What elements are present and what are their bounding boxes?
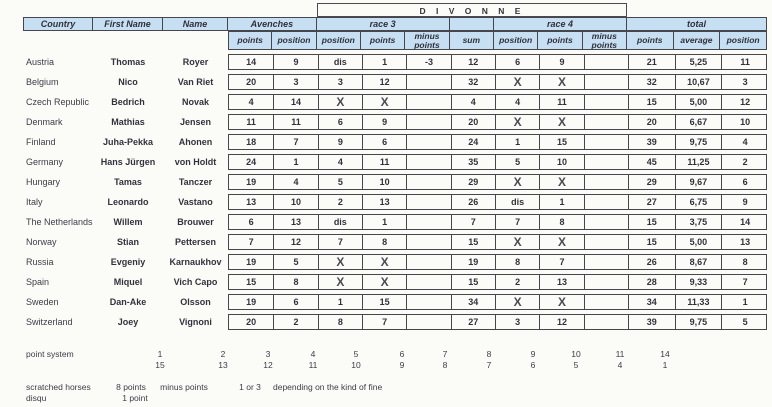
- result-cell: 1: [721, 295, 768, 309]
- result-cell: [584, 275, 628, 289]
- fine-dependency-note: depending on the kind of fine: [273, 382, 383, 392]
- result-cell: [584, 115, 628, 129]
- result-cell: [406, 315, 450, 329]
- point-system-points: 13: [218, 360, 228, 370]
- result-cell: 15: [539, 135, 583, 149]
- table-row: [228, 214, 767, 230]
- result-cell: 11: [721, 55, 768, 69]
- row-first-name: Hans Jürgen: [100, 157, 156, 167]
- result-cell: X: [539, 115, 583, 129]
- header-group-race-3: race 3: [317, 17, 450, 31]
- row-country: Austria: [26, 57, 55, 67]
- result-cell: 15: [451, 275, 495, 289]
- result-cell: 1: [539, 195, 583, 209]
- point-system-place: 4: [310, 349, 316, 359]
- result-cell: 3: [495, 315, 539, 329]
- row-country: Belgium: [26, 77, 59, 87]
- result-cell: [584, 135, 628, 149]
- point-system-points: 5: [573, 360, 579, 370]
- header-col-position: position: [494, 31, 538, 50]
- result-cell: X: [539, 175, 583, 189]
- result-cell: [406, 275, 450, 289]
- result-cell: 8,67: [675, 255, 722, 269]
- result-cell: 9: [273, 55, 317, 69]
- row-last-name: Vastano: [178, 197, 213, 207]
- result-cell: 7: [495, 215, 539, 229]
- result-cell: [584, 215, 628, 229]
- result-cell: 20: [246, 317, 257, 327]
- result-cell: 18: [246, 137, 257, 147]
- row-country: The Netherlands: [26, 217, 93, 227]
- point-system-points: 6: [530, 360, 536, 370]
- scratched-horses-label: scratched horses: [26, 382, 91, 392]
- result-cell: 4: [273, 175, 317, 189]
- result-cell: X: [362, 255, 406, 269]
- result-cell: [584, 175, 628, 189]
- result-cell: 5,00: [675, 235, 722, 249]
- point-system-place: 3: [265, 349, 271, 359]
- table-row: [228, 314, 767, 330]
- point-system-points: 7: [486, 360, 492, 370]
- result-cell: 13: [273, 215, 317, 229]
- result-cell: 34: [451, 295, 495, 309]
- result-cell: 7: [362, 315, 406, 329]
- result-cell: 20: [628, 115, 675, 129]
- row-last-name: Tanczer: [178, 177, 213, 187]
- point-system-points: 8: [442, 360, 448, 370]
- row-first-name: Juha-Pekka: [102, 137, 154, 147]
- row-first-name: Nico: [118, 77, 138, 87]
- table-row: [228, 114, 767, 130]
- result-cell: 6,67: [675, 115, 722, 129]
- result-cell: 13: [362, 195, 406, 209]
- result-cell: X: [495, 235, 539, 249]
- result-cell: 11: [539, 95, 583, 109]
- point-system-points: 12: [263, 360, 273, 370]
- result-cell: 10: [721, 115, 768, 129]
- minus-points-label: minus points: [160, 382, 208, 392]
- result-cell: 9: [721, 195, 768, 209]
- scratched-horses-value: 8 points: [116, 382, 146, 392]
- result-cell: 9,75: [675, 315, 722, 329]
- header-group-avenches: Avenches: [228, 17, 317, 31]
- header-col-minus-points: minus points: [583, 31, 627, 50]
- result-cell: [584, 55, 628, 69]
- result-cell: 32: [628, 75, 675, 89]
- result-cell: [406, 215, 450, 229]
- point-system-place: 14: [660, 349, 670, 359]
- minus-points-value: 1 or 3: [239, 382, 261, 392]
- header-group-blank-over-sum: [450, 17, 494, 31]
- row-country: Hungary: [26, 177, 61, 187]
- result-cell: 3,75: [675, 215, 722, 229]
- row-country: Italy: [26, 197, 43, 207]
- header-col-points: points: [538, 31, 582, 50]
- result-cell: 11,25: [675, 155, 722, 169]
- row-country: Czech Republic: [26, 97, 90, 107]
- result-cell: 1: [318, 295, 362, 309]
- table-row: [228, 274, 767, 290]
- result-cell: 1: [362, 215, 406, 229]
- point-system-points: 9: [399, 360, 405, 370]
- result-cell: 11: [362, 155, 406, 169]
- result-cell: X: [495, 115, 539, 129]
- result-cell: 11,33: [675, 295, 722, 309]
- table-row: [228, 194, 767, 210]
- result-cell: 11: [273, 115, 317, 129]
- result-cell: [584, 255, 628, 269]
- result-cell: 2: [318, 195, 362, 209]
- result-cell: 10: [539, 155, 583, 169]
- result-cell: [584, 75, 628, 89]
- result-cell: [406, 155, 450, 169]
- header-col-minus-points: minus points: [405, 31, 449, 50]
- result-cell: 7: [273, 135, 317, 149]
- result-cell: 6: [273, 295, 317, 309]
- result-cell: X: [539, 295, 583, 309]
- result-cell: 12: [273, 235, 317, 249]
- header-group-first-name: First Name: [93, 17, 163, 31]
- result-cell: 5: [273, 255, 317, 269]
- header-col-average: average: [674, 31, 721, 50]
- result-cell: 27: [628, 195, 675, 209]
- result-cell: 11: [246, 117, 256, 127]
- point-system-place: 11: [615, 349, 625, 359]
- result-cell: 12: [362, 75, 406, 89]
- result-cell: 10,67: [675, 75, 722, 89]
- result-cell: 4: [495, 95, 539, 109]
- row-first-name: Leonardo: [107, 197, 149, 207]
- row-last-name: Vignoni: [179, 317, 212, 327]
- result-cell: 14: [273, 95, 317, 109]
- result-cell: 7: [721, 275, 768, 289]
- result-cell: X: [539, 75, 583, 89]
- result-cell: 15: [628, 95, 675, 109]
- result-cell: 1: [273, 155, 317, 169]
- row-first-name: Miquel: [113, 277, 143, 287]
- table-row: [228, 54, 767, 70]
- result-cell: 2: [721, 155, 768, 169]
- result-cell: 12: [539, 315, 583, 329]
- result-cell: 24: [246, 157, 257, 167]
- row-first-name: Willem: [113, 217, 143, 227]
- result-cell: [406, 195, 450, 209]
- result-cell: 13: [721, 235, 768, 249]
- result-cell: [584, 155, 628, 169]
- result-cell: -3: [406, 55, 450, 69]
- row-country: Russia: [26, 257, 54, 267]
- result-cell: 1: [362, 55, 406, 69]
- result-cell: 15: [451, 235, 495, 249]
- point-system-place: 9: [530, 349, 536, 359]
- result-cell: 39: [628, 135, 675, 149]
- result-cell: 35: [451, 155, 495, 169]
- point-system-place: 8: [486, 349, 492, 359]
- result-cell: 21: [628, 55, 675, 69]
- result-cell: 6: [318, 115, 362, 129]
- table-row: [228, 134, 767, 150]
- header-group-race-4: race 4: [494, 17, 627, 31]
- result-cell: 20: [451, 115, 495, 129]
- row-country: Denmark: [26, 117, 63, 127]
- result-cell: 9,33: [675, 275, 722, 289]
- result-cell: 3: [721, 75, 768, 89]
- result-cell: X: [495, 75, 539, 89]
- result-cell: [406, 95, 450, 109]
- disqualified-value: 1 point: [122, 393, 148, 403]
- result-cell: 8: [539, 215, 583, 229]
- row-first-name: Thomas: [110, 57, 146, 67]
- result-cell: 27: [451, 315, 495, 329]
- row-country: Spain: [26, 277, 50, 287]
- result-cell: [406, 255, 450, 269]
- result-cell: 8: [318, 315, 362, 329]
- result-cell: 26: [628, 255, 675, 269]
- row-first-name: Mathias: [111, 117, 145, 127]
- result-cell: 14: [246, 57, 257, 67]
- result-cell: 19: [246, 257, 257, 267]
- result-cell: 14: [721, 215, 768, 229]
- row-last-name: Brouwer: [177, 217, 214, 227]
- table-row: [228, 294, 767, 310]
- result-cell: [406, 295, 450, 309]
- result-cell: 26: [451, 195, 495, 209]
- result-cell: 5: [495, 155, 539, 169]
- result-cell: X: [495, 175, 539, 189]
- result-cell: 15: [246, 277, 257, 287]
- result-cell: 4: [451, 95, 495, 109]
- result-cell: 2: [495, 275, 539, 289]
- result-cell: 28: [628, 275, 675, 289]
- result-cell: 6,75: [675, 195, 722, 209]
- result-cell: [406, 175, 450, 189]
- result-cell: 13: [246, 197, 257, 207]
- row-first-name: Tamas: [114, 177, 142, 187]
- result-cell: 2: [273, 315, 317, 329]
- result-cell: 39: [628, 315, 675, 329]
- header-row-groups: [23, 17, 767, 31]
- table-row: [228, 174, 767, 190]
- row-country: Finland: [26, 137, 56, 147]
- result-cell: 7: [318, 235, 362, 249]
- row-first-name: Joey: [117, 317, 139, 327]
- row-country: Germany: [26, 157, 64, 167]
- result-cell: X: [495, 295, 539, 309]
- table-row: [228, 154, 767, 170]
- result-cell: 3: [273, 75, 317, 89]
- result-cell: 8: [362, 235, 406, 249]
- point-system-place: 5: [353, 349, 359, 359]
- header-col-position: position: [720, 31, 767, 50]
- result-cell: 15: [628, 235, 675, 249]
- result-cell: [584, 315, 628, 329]
- result-cell: [406, 235, 450, 249]
- header-col-position: position: [272, 31, 316, 50]
- row-first-name: Stian: [116, 237, 139, 247]
- point-system-place: 7: [442, 349, 448, 359]
- result-cell: 4: [318, 155, 362, 169]
- result-cell: 19: [246, 177, 257, 187]
- result-cell: 5: [318, 175, 362, 189]
- result-cell: 10: [273, 195, 317, 209]
- result-cell: 4: [721, 135, 768, 149]
- row-last-name: Ahonen: [178, 137, 213, 147]
- result-cell: [406, 75, 450, 89]
- result-cell: X: [539, 235, 583, 249]
- result-cell: 10: [362, 175, 406, 189]
- header-group-total: total: [627, 17, 767, 31]
- result-cell: [406, 115, 450, 129]
- result-cell: X: [318, 95, 362, 109]
- result-cell: 13: [539, 275, 583, 289]
- result-cell: 7: [248, 237, 254, 247]
- result-cell: dis: [318, 215, 362, 229]
- row-last-name: Royer: [182, 57, 209, 67]
- result-cell: 9: [362, 115, 406, 129]
- result-cell: 6: [248, 217, 254, 227]
- divonne-group-header: D I V O N N E: [317, 3, 627, 17]
- result-cell: 9,75: [675, 135, 722, 149]
- row-country: Sweden: [26, 297, 59, 307]
- result-cell: 9,67: [675, 175, 722, 189]
- table-row: [228, 254, 767, 270]
- row-last-name: Jensen: [179, 117, 212, 127]
- result-cell: 12: [451, 55, 495, 69]
- disqualified-label: disqu: [26, 393, 47, 403]
- row-last-name: Novak: [181, 97, 209, 107]
- point-system-place: 6: [399, 349, 405, 359]
- point-system-label: point system: [26, 349, 74, 359]
- row-first-name: Evgeniy: [110, 257, 146, 267]
- result-cell: 15: [362, 295, 406, 309]
- header-col-points: points: [627, 31, 674, 50]
- table-row: [228, 234, 767, 250]
- result-cell: 9: [539, 55, 583, 69]
- table-row: [228, 94, 767, 110]
- result-cell: 29: [628, 175, 675, 189]
- result-cell: 8: [495, 255, 539, 269]
- result-cell: 32: [451, 75, 495, 89]
- result-cell: dis: [318, 55, 362, 69]
- result-cell: 7: [539, 255, 583, 269]
- header-col-position: position: [317, 31, 361, 50]
- result-cell: dis: [495, 195, 539, 209]
- result-cell: 6: [721, 175, 768, 189]
- result-cell: 34: [628, 295, 675, 309]
- point-system-place: 1: [157, 349, 163, 359]
- header-col-points: points: [361, 31, 405, 50]
- header-group-name: Name: [163, 17, 228, 31]
- result-cell: 1: [495, 135, 539, 149]
- row-last-name: Olsson: [180, 297, 211, 307]
- point-system-place: 10: [571, 349, 581, 359]
- result-cell: 5,25: [675, 55, 722, 69]
- row-last-name: Vich Capo: [173, 277, 218, 287]
- header-group-country: Country: [23, 17, 93, 31]
- point-system-points: 4: [617, 360, 623, 370]
- result-cell: 19: [246, 297, 257, 307]
- row-country: Norway: [26, 237, 57, 247]
- result-cell: [584, 95, 628, 109]
- point-system-points: 1: [662, 360, 668, 370]
- header-row-columns: [228, 31, 767, 50]
- result-cell: 19: [451, 255, 495, 269]
- result-cell: 8: [273, 275, 317, 289]
- row-country: Switzerland: [26, 317, 73, 327]
- row-last-name: von Holdt: [174, 157, 217, 167]
- result-cell: [406, 135, 450, 149]
- row-first-name: Dan-Ake: [109, 297, 147, 307]
- result-cell: 15: [628, 215, 675, 229]
- result-cell: X: [362, 275, 406, 289]
- point-system-points: 15: [155, 360, 165, 370]
- result-cell: 9: [318, 135, 362, 149]
- row-last-name: Karnaukhov: [169, 257, 222, 267]
- result-cell: 20: [246, 77, 257, 87]
- result-cell: 7: [451, 215, 495, 229]
- result-cell: 6: [495, 55, 539, 69]
- result-cell: 4: [248, 97, 254, 107]
- result-cell: [584, 195, 628, 209]
- point-system-points: 11: [308, 360, 318, 370]
- result-cell: 5,00: [675, 95, 722, 109]
- result-cell: [584, 235, 628, 249]
- row-last-name: Van Riet: [177, 77, 214, 87]
- result-cell: 24: [451, 135, 495, 149]
- point-system-points: 10: [351, 360, 361, 370]
- result-cell: [584, 295, 628, 309]
- row-first-name: Bedrich: [111, 97, 145, 107]
- result-cell: 12: [721, 95, 768, 109]
- result-cell: 3: [318, 75, 362, 89]
- result-cell: X: [318, 275, 362, 289]
- result-cell: 6: [362, 135, 406, 149]
- result-cell: 45: [628, 155, 675, 169]
- result-cell: 5: [721, 315, 768, 329]
- result-cell: X: [362, 95, 406, 109]
- header-col-points: points: [228, 31, 272, 50]
- row-last-name: Pettersen: [174, 237, 217, 247]
- result-cell: X: [318, 255, 362, 269]
- table-row: [228, 74, 767, 90]
- header-col-sum: sum: [450, 31, 494, 50]
- result-cell: 8: [721, 255, 768, 269]
- point-system-place: 2: [220, 349, 226, 359]
- result-cell: 29: [451, 175, 495, 189]
